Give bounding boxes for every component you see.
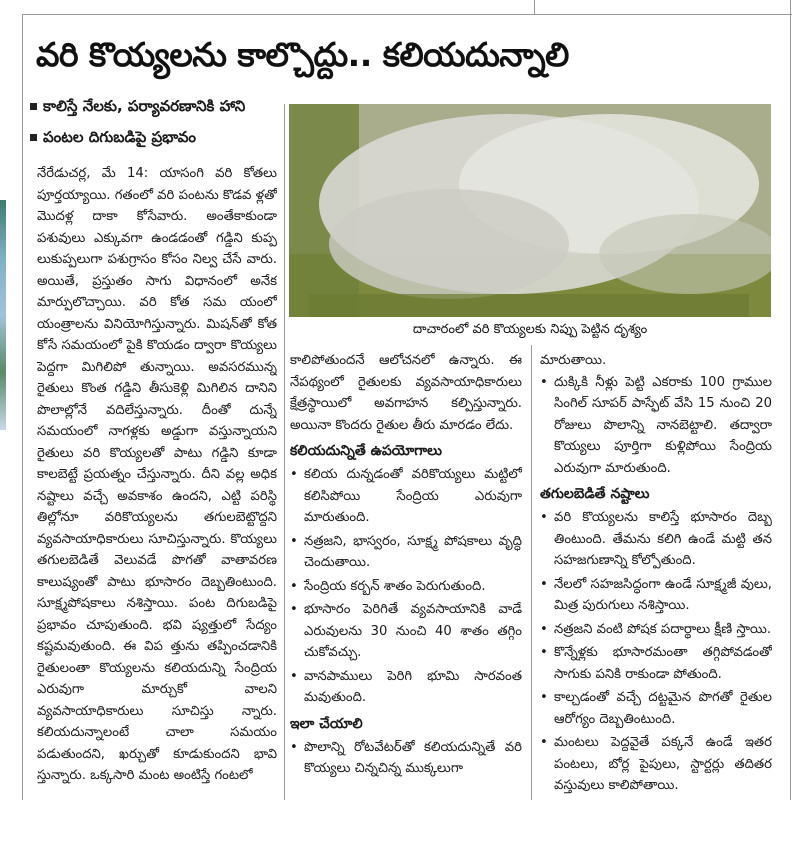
bullet-point-2 bbox=[30, 128, 196, 150]
column-rule-2 bbox=[531, 345, 532, 800]
column-1-paragraph: నేరేడుచర్ల, మే 14: యాసంగి వరి కోతలు పూర్తయ్యాయి. గతంలో వరి పంటను కొడవ ళ్లతో మొదళ్ల దాకా కోసేవారు. అంతేకాకుండా పశువులు ఎక్కువగా ఉండడంతో గడ్డిని కుప్ప లుకుప్పలుగా పశుగ్రాసం కోసం నిల్వ చేసే వారు. అయితే, ప్రస్తుతం సాగు విధానంలో అనేక మార్పులొచ్చాయి. వరి కోత సమ యంలో యంత్రాలను వినియోగిస్తున్నారు. మిషన్‌తో కోత కోసే సమయంలో పైకి కొయడం ద్వారా కొయ్యలు పెద్దగా మిగిలిపో తున్నాయి. అవసరమున్న రైతులు కొంత గడ్డిని తీసుకెళ్లి మిగిలిన దానిని పొలాల్లోనే వదిలేస్తున్నారు. దీంతో దున్నే సమయంలో నాగళ్లకు అడ్డుగా వస్తున్నాయని రైతులు వరి కొయ్యలతో పాటు గడ్డిని కూడా కాలబెట్టే ప్రయత్నం చేస్తున్నారు. దీని వల్ల అధిక నష్టాలు వచ్చే అవకాశం ఉందని, ఎట్టి పరిస్థి తిల్లోనూ వరికొయ్యలను తగులబెట్టొద్దని వ్యవసాయాధికారులు సూచిస్తున్నారు. కొయ్యలు తగులబెడితే వెలువడే పొగతో వాతావరణ కాలుష్యంతో పాటు భూసారం దెబ్బతింటుంది. సూక్ష్మపోషకాలు నశిస్తాయి. పంట దిగుబడిపై ప్రభావం చూపుతుంది. భవి ష్యత్తులో సేద్యం కష్టమవుతుంది. ఈ విప త్తును తప్పించడానికి రైతులంతా కొయ్యలను కలియదున్ని సేంద్రియ ఎరువుగా మార్చుకో వాలని వ్యవసాయాధికారులు సూచిస్తు న్నారు. కలియదున్నాలంటే చాలా సమయం పడుతుందని, ఖర్చుతో కూడుకుందని భావి స్తున్నారు. ఒక్కసారి మంట అంటిస్తే గంటలో bbox=[37, 166, 277, 783]
article-column-3 bbox=[540, 350, 772, 800]
column-3-intro: మారుతాయి. bbox=[540, 353, 607, 368]
list-item: • వరి కొయ్యలను కాలిస్తే భూసారం దెబ్బ తింటుంది. తేమను కలిగి ఉండే మట్టి తన సహజగుణాన్ని కోల్పోతుంది. bbox=[540, 507, 772, 572]
benefits-heading: కలియదున్నితే ఉపయోగాలు bbox=[290, 443, 442, 459]
list-item: • భూసారం పెరిగితే వ్యవసాయానికి వాడే ఎరువులను 30 నుంచి 40 శాతం తగ్గిం చుకోవచ్చు. bbox=[290, 599, 522, 664]
list-item: • నేలలో సహజసిద్ధంగా ఉండే సూక్ష్మజీ వులు, మిత్ర పురుగులు నశిస్తాయి. bbox=[540, 574, 772, 617]
benefits-list bbox=[290, 464, 522, 709]
bullet-square-icon bbox=[30, 103, 37, 110]
list-item: • పొలాన్ని రోటవేటర్‌తో కలియదున్నితే వరి కొయ్యలు చిన్నచిన్న ముక్కలుగా bbox=[290, 737, 522, 780]
bullet-point-1 bbox=[30, 97, 245, 119]
top-column-rule bbox=[534, 0, 535, 14]
photo-caption: దాచారంలో వరి కొయ్యలకు నిప్పు పెట్టిన దృశ్యం bbox=[412, 322, 648, 337]
bullet-square-icon bbox=[30, 134, 37, 141]
bullet-text: కాలిస్తే నేలకు, పర్యావరణానికి హాని bbox=[43, 97, 246, 115]
article-column-1 bbox=[37, 163, 277, 798]
howto-list bbox=[290, 737, 522, 780]
column-rule-1 bbox=[284, 104, 285, 800]
list-item: • నత్రజని, భాస్వరం, సూక్ష్మ పోషకాలు వృద్ధి చెందుతాయి. bbox=[290, 531, 522, 574]
photo-illustration bbox=[289, 104, 771, 317]
headline: వరి కొయ్యలను కాల్చొద్దు.. కలియదున్నాలి bbox=[36, 35, 569, 74]
article-column-2 bbox=[290, 350, 522, 800]
column-3-intro-list bbox=[540, 372, 772, 480]
news-photo-burning-stubble bbox=[289, 104, 771, 317]
list-item: • సేంద్రియ కర్బన్ శాతం పెరుగుతుంది. bbox=[290, 576, 522, 598]
list-item: • వానపాములు పెరిగి భూమి సారవంత మవుతుంది. bbox=[290, 666, 522, 709]
list-item: • మంటలు పెద్దవైతే పక్కనే ఉండే ఇతర పంటలు, బోర్ల పైపులు, స్టార్టర్లు తదితర వస్తువులు కాలిపోతాయి. bbox=[540, 732, 772, 797]
left-page-rule bbox=[22, 14, 23, 800]
list-item: • నత్రజని వంటి పోషక పదార్థాలు క్షీణి స్తాయి. bbox=[540, 619, 772, 641]
list-item: • కాల్చడంతో వచ్చే దట్టమైన పొగతో రైతుల ఆరోగ్యం దెబ్బతింటుంది. bbox=[540, 687, 772, 730]
losses-list bbox=[540, 507, 772, 797]
top-rule bbox=[22, 14, 792, 15]
howto-heading: ఇలా చేయాలి bbox=[290, 715, 363, 732]
list-item: • దుక్కికి నీళ్లు పెట్టి ఎకరాకు 100 గ్రాముల సింగిల్ సూపర్ పాస్ఫేట్ వేసి 15 నుంచి 20 రోజులు పొలాన్ని నానబెట్టాలి. తద్వారా కొయ్యలు పూర్తిగా కుళ్లిపోయి సేంద్రియ ఎరువుగా మారుతుంది. bbox=[540, 372, 772, 480]
adjacent-page-image-strip bbox=[0, 200, 6, 430]
right-page-rule bbox=[790, 0, 791, 800]
list-item: • కొన్నేళ్లకు భూసారమంతా తగ్గిపోవడంతో సాగుకు పనికి రాకుండా పోతుంది. bbox=[540, 642, 772, 685]
list-item: • కలియ దున్నడంతో వరికొయ్యలు మట్టిలో కలిసిపోయి సేంద్రియ ఎరువుగా మారుతుంది. bbox=[290, 464, 522, 529]
bullet-text: పంటల దిగుబడిపై ప్రభావం bbox=[43, 128, 197, 146]
losses-heading: తగులబెడితే నష్టాలు bbox=[540, 486, 650, 502]
column-2-intro: కాలిపోతుందనే ఆలోచనలో ఉన్నారు. ఈ నేపథ్యంలో రైతులకు వ్యవసాయాధికారులు క్షేత్రస్థాయిలో అవగాహన కల్పిస్తున్నారు. అయినా కొందరు రైతుల తీరు మారడం లేదు. bbox=[290, 353, 522, 433]
